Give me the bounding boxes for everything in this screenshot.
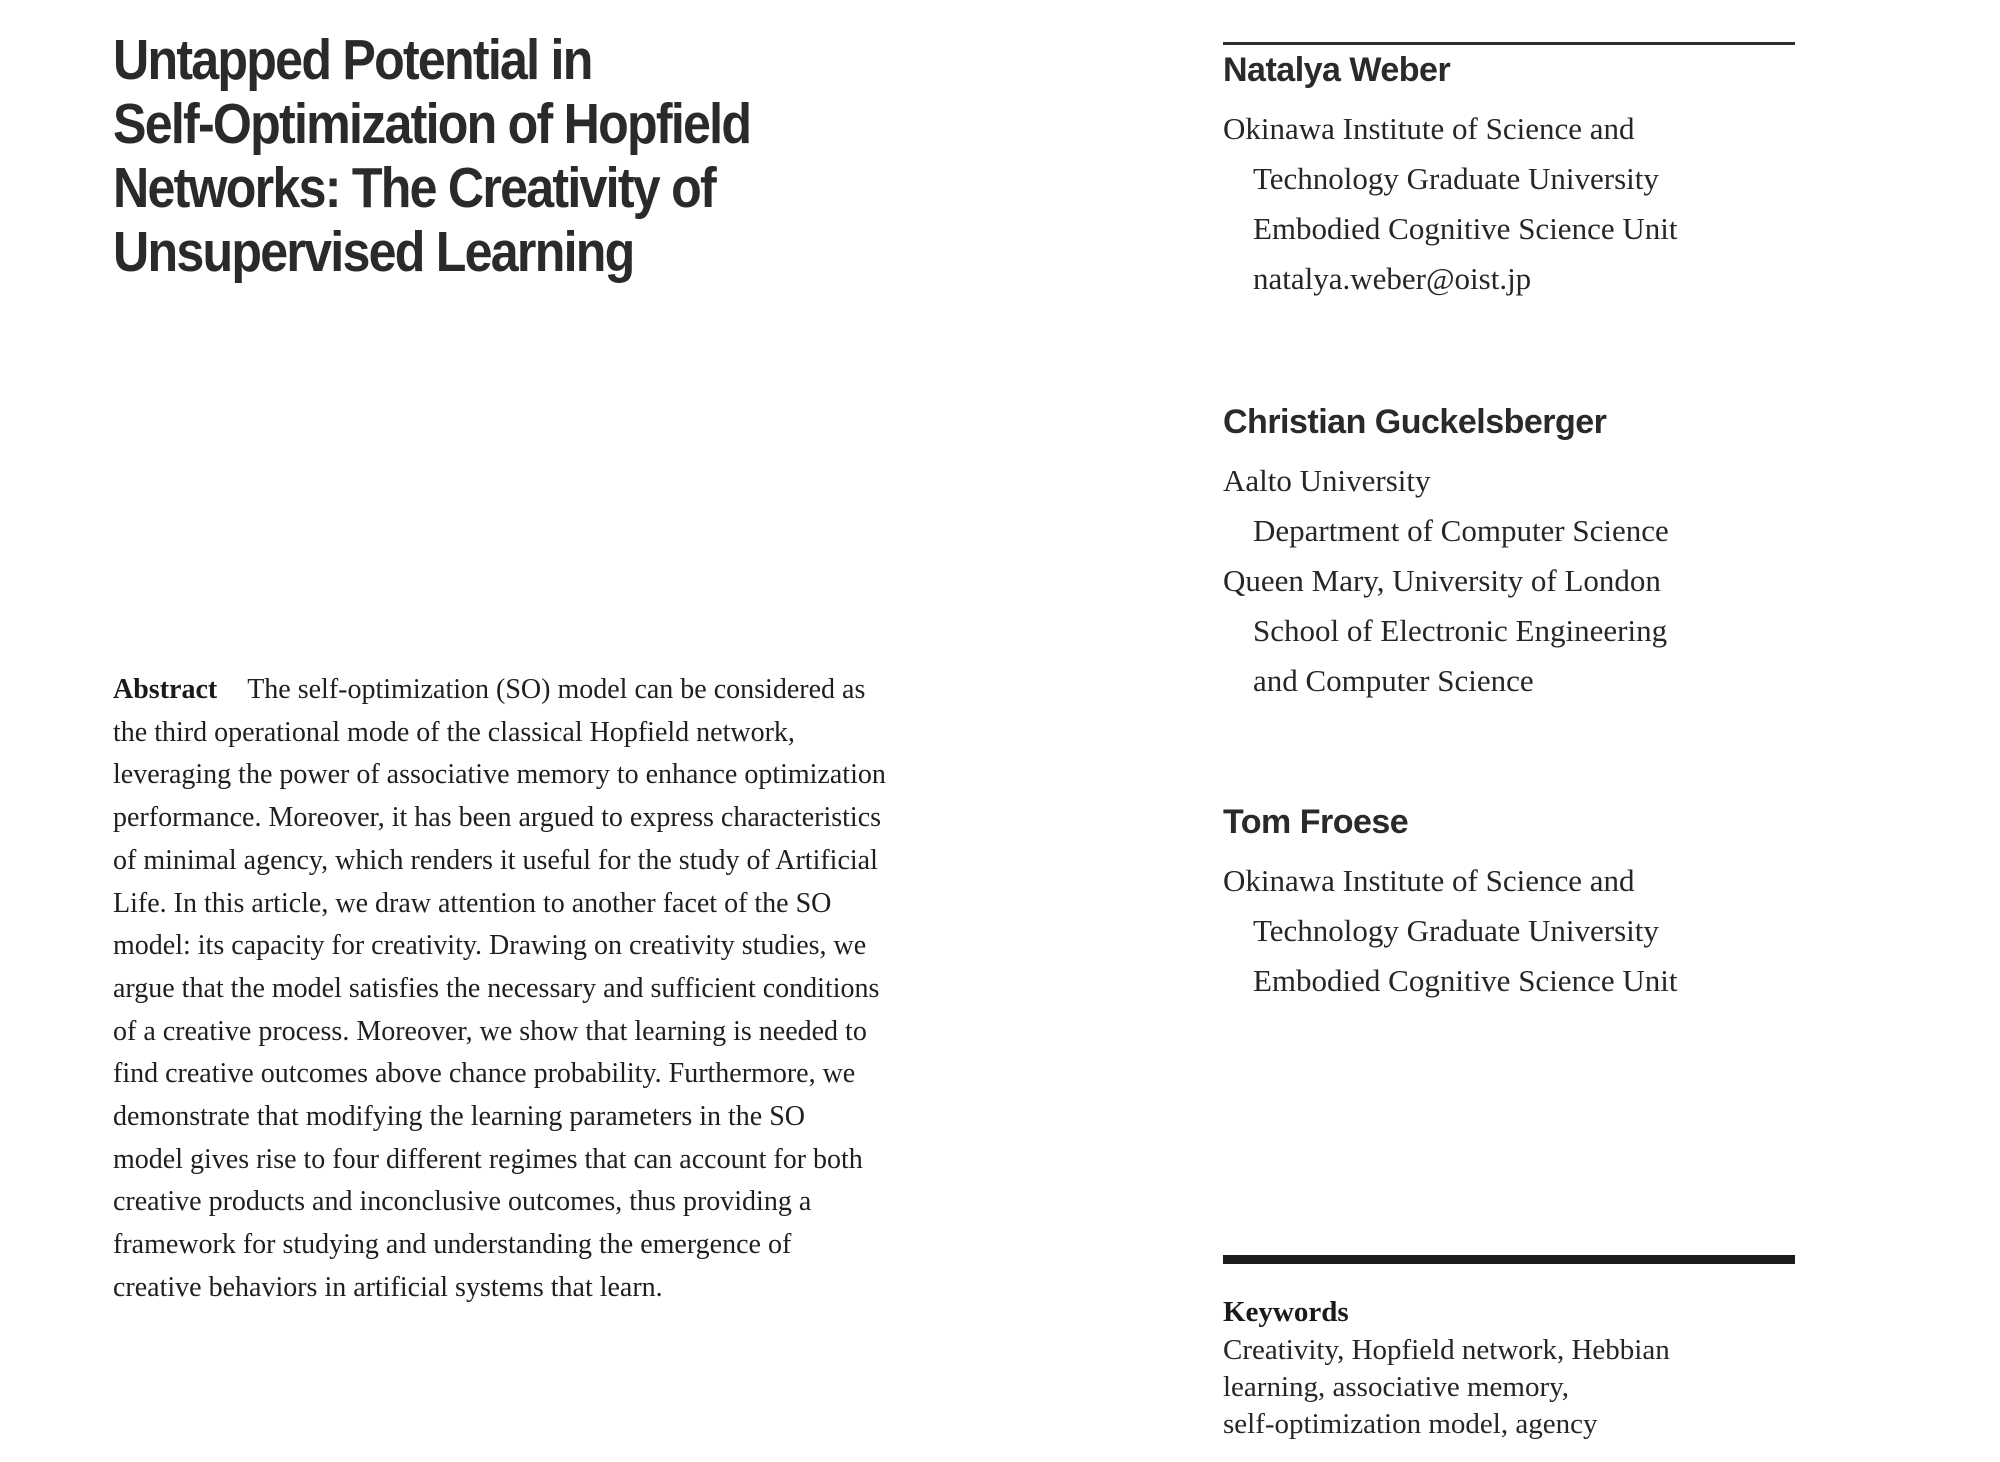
author-name: Natalya Weber [1223,51,1451,89]
author-block [1223,48,1795,304]
abstract-label: Abstract [113,674,218,705]
author-name: Tom Froese [1223,803,1409,841]
title-line: Networks: The Creativity of [113,156,715,220]
affiliation-line: Department of Computer Science [1253,513,1669,548]
title-line: Unsupervised Learning [113,220,634,284]
abstract-line: performance. Moreover, it has been argued to express characteristics [113,802,882,834]
abstract-text: The self-optimization (SO) model can be considered as [247,674,866,705]
author-column [1223,0,1795,1462]
affiliation-line: and Computer Science [1253,663,1534,698]
affiliation-line: School of Electronic Engineering [1253,613,1668,648]
abstract-line: of minimal agency, which renders it useful for the study of Artificial [113,844,878,876]
abstract-line: the third operational mode of the classical Hopfield network, [113,716,795,748]
keywords-line: self-optimization model, agency [1223,1408,1598,1440]
affiliation-line: Queen Mary, University of London [1223,563,1661,598]
affiliation-line: Technology Graduate University [1253,913,1659,948]
abstract-line: Life. In this article, we draw attention to another facet of the SO [113,887,832,919]
abstract-line: argue that the model satisfies the necessary and sufficient conditions [113,972,880,1004]
author-affiliation [1223,104,1795,304]
keywords-section [1223,1292,1795,1443]
affiliation-line: Technology Graduate University [1253,161,1659,196]
abstract-line: find creative outcomes above chance probability. Furthermore, we [113,1058,856,1090]
author-affiliation [1223,456,1795,706]
abstract-line: demonstrate that modifying the learning parameters in the SO [113,1101,806,1133]
affiliation-line: Embodied Cognitive Science Unit [1253,211,1678,246]
abstract-line: creative products and inconclusive outcomes, thus providing a [113,1186,812,1218]
abstract-line: of a creative process. Moreover, we show that learning is needed to [113,1015,867,1047]
author-name: Christian Guckelsberger [1223,403,1607,441]
author-block [1223,800,1795,1006]
affiliation-line: Embodied Cognitive Science Unit [1253,963,1678,998]
author-email: natalya.weber@oist.jp [1253,261,1532,296]
author-block [1223,400,1795,706]
abstract-line: model: its capacity for creativity. Drawing on creativity studies, we [113,930,867,962]
abstract-line [113,669,958,712]
affiliation-line: Okinawa Institute of Science and [1223,863,1635,898]
keywords-heading: Keywords [1223,1296,1349,1328]
keywords-divider-bar [1223,1255,1795,1264]
abstract-line: model gives rise to four different regimes that can account for both [113,1143,863,1175]
title-line: Untapped Potential in [113,28,592,92]
affiliation-line: Okinawa Institute of Science and [1223,111,1635,146]
abstract-line: creative behaviors in artificial systems that learn. [113,1271,663,1303]
author-column-top-rule [1223,42,1795,45]
title-line: Self-Optimization of Hopfield [113,92,751,156]
keywords-line: learning, associative memory, [1223,1371,1570,1403]
author-affiliation [1223,856,1795,1006]
affiliation-line: Aalto University [1223,463,1431,498]
paper-title [113,28,905,284]
abstract-line: framework for studying and understanding the emergence of [113,1229,792,1261]
abstract-line: leveraging the power of associative memory to enhance optimization [113,759,886,791]
keywords-line: Creativity, Hopfield network, Hebbian [1223,1334,1670,1366]
abstract [113,669,958,1310]
